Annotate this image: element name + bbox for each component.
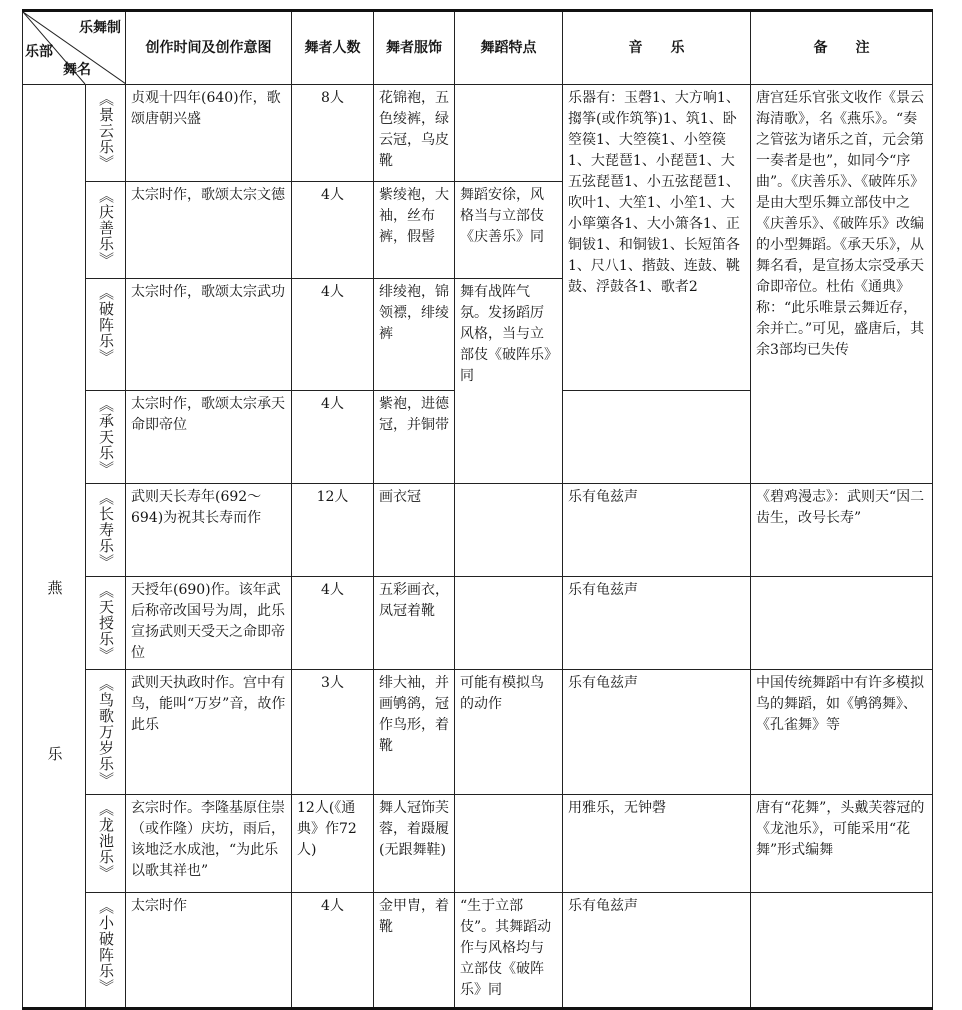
- dance-name-cell: [86, 391, 126, 484]
- table-row: [23, 893, 933, 1009]
- dance-name-cell: [86, 279, 126, 391]
- table-row: [23, 577, 933, 670]
- count-cell: 3人: [292, 670, 374, 795]
- header-feature: 舞蹈特点: [455, 11, 563, 85]
- category-cell: [23, 85, 86, 1009]
- music-cell: 乐有龟兹声: [563, 670, 751, 795]
- time-cell: 太宗时作: [126, 893, 292, 1009]
- header-row: [23, 11, 933, 85]
- count-cell: 4人: [292, 182, 374, 279]
- note-cell: 《碧鸡漫志》：武则天“因二齿生，改号长寿”: [751, 484, 933, 577]
- dance-name: 《景云乐》: [97, 91, 115, 171]
- dance-name-cell: [86, 893, 126, 1009]
- note-cell: 中国传统舞蹈中有许多模拟鸟的舞蹈，如《鸲鹆舞》、《孔雀舞》等: [751, 670, 933, 795]
- feature-cell: “生于立部伎”。其舞蹈动作与风格均与立部伎《破阵乐》同: [455, 893, 563, 1009]
- costume-cell: 紫绫袍，大袖，丝布裤，假髻: [374, 182, 455, 279]
- dance-name-cell: [86, 577, 126, 670]
- header-diag-left: 乐部: [25, 44, 53, 60]
- time-cell: 玄宗时作。李隆基原住崇（或作隆）庆坊，雨后，该地泛水成池，“为此乐以歌其祥也”: [126, 795, 292, 893]
- note-cell: 唐有“花舞”，头戴芙蓉冠的《龙池乐》，可能采用“花舞”形式编舞: [751, 795, 933, 893]
- header-diag-top: 乐舞制: [79, 20, 121, 36]
- group-music-cell: 乐器有：玉磬1、大方响1、搊筝(或作筑筝)1、筑1、卧箜篌1、大箜篌1、小箜篌1、大琵琶1、小琵琶1、大五弦琵琶1、小五弦琵琶1、吹叶1、大笙1、小笙1、大小筚篥各1、大小箫各1、正铜钹1、和铜钹1、长短笛各1、尺八1、揩鼓、连鼓、鞉鼓、浮鼓各1、歌者2: [563, 85, 751, 391]
- dance-name: 《长寿乐》: [97, 490, 115, 570]
- time-cell: 贞观十四年(640)作，歌颂唐朝兴盛: [126, 85, 292, 182]
- dance-name: 《庆善乐》: [97, 188, 115, 268]
- header-count: 舞者人数: [292, 11, 374, 85]
- music-cell: 用雅乐，无钟磬: [563, 795, 751, 893]
- costume-cell: 花锦袍，五色绫裤，绿云冠，乌皮靴: [374, 85, 455, 182]
- time-cell: 太宗时作，歌颂太宗文德: [126, 182, 292, 279]
- count-cell: 8人: [292, 85, 374, 182]
- costume-cell: 舞人冠饰芙蓉，着蹑履(无跟舞鞋): [374, 795, 455, 893]
- costume-cell: 绯大袖，并画鸲鹆，冠作鸟形，着靴: [374, 670, 455, 795]
- time-cell: 太宗时作，歌颂太宗承天命即帝位: [126, 391, 292, 484]
- costume-cell: 绯绫袍，锦领褾，绯绫裤: [374, 279, 455, 391]
- count-cell: 12人(《通典》作72人): [292, 795, 374, 893]
- note-cell: [751, 893, 933, 1009]
- costume-cell: 画衣冠: [374, 484, 455, 577]
- count-cell: 4人: [292, 577, 374, 670]
- diagonal-header-cell: [23, 11, 126, 85]
- header-costume: 舞者服饰: [374, 11, 455, 85]
- feature-cell: [455, 484, 563, 577]
- dance-name-cell: [86, 484, 126, 577]
- music-cell-empty: [563, 391, 751, 484]
- feature-cell: [455, 577, 563, 670]
- time-cell: 武则天长寿年(692～694)为祝其长寿而作: [126, 484, 292, 577]
- table-row: [23, 670, 933, 795]
- dance-name: 《天授乐》: [97, 583, 115, 663]
- costume-cell: 金甲胄，着靴: [374, 893, 455, 1009]
- dance-name: 《鸟歌万岁乐》: [97, 676, 115, 788]
- yanyue-dance-table: [22, 9, 933, 1010]
- time-cell: 武则天执政时作。宫中有鸟，能叫“万岁”音，故作此乐: [126, 670, 292, 795]
- header-diag-bottom: 舞名: [63, 62, 91, 78]
- dance-name: 《龙池乐》: [97, 801, 115, 881]
- dance-name: 《破阵乐》: [97, 285, 115, 365]
- count-cell: 4人: [292, 893, 374, 1009]
- table-row: [23, 484, 933, 577]
- note-cell: [751, 577, 933, 670]
- music-cell: 乐有龟兹声: [563, 484, 751, 577]
- header-note: 备 注: [751, 11, 933, 85]
- music-cell: 乐有龟兹声: [563, 577, 751, 670]
- dance-name-cell: [86, 182, 126, 279]
- count-cell: 4人: [292, 279, 374, 391]
- table-row: [23, 85, 933, 182]
- feature-cell: 舞蹈安徐，风格当与立部伎《庆善乐》同: [455, 182, 563, 279]
- table-row: [23, 795, 933, 893]
- feature-cell: [455, 795, 563, 893]
- music-cell: 乐有龟兹声: [563, 893, 751, 1009]
- feature-cell: [455, 85, 563, 182]
- feature-cell: 舞有战阵气氛。发扬蹈厉风格，当与立部伎《破阵乐》同: [455, 279, 563, 484]
- time-cell: 天授年(690)作。该年武后称帝改国号为周，此乐宣扬武则天受天之命即帝位: [126, 577, 292, 670]
- header-music: 音 乐: [563, 11, 751, 85]
- category-yue: 乐: [45, 746, 64, 762]
- feature-cell: 可能有模拟鸟的动作: [455, 670, 563, 795]
- count-cell: 4人: [292, 391, 374, 484]
- time-cell: 太宗时作，歌颂太宗武功: [126, 279, 292, 391]
- count-cell: 12人: [292, 484, 374, 577]
- dance-name-cell: [86, 795, 126, 893]
- dance-name-cell: [86, 85, 126, 182]
- costume-cell: 紫袍，进德冠，并铜带: [374, 391, 455, 484]
- dance-name: 《承天乐》: [97, 397, 115, 477]
- dance-name-cell: [86, 670, 126, 795]
- costume-cell: 五彩画衣，凤冠着靴: [374, 577, 455, 670]
- header-time: 创作时间及创作意图: [126, 11, 292, 85]
- category-yan: 燕: [45, 580, 64, 596]
- dance-name: 《小破阵乐》: [97, 899, 115, 995]
- group-note-cell: 唐宫廷乐官张文收作《景云海清歌》，名《燕乐》。“奏之管弦为诸乐之首，元会第一奏者是也”，如同今“序曲”。《庆善乐》、《破阵乐》是由大型乐舞立部伎中之《庆善乐》、《破阵乐》改编的小型舞蹈。《承天乐》，从舞名看，是宣扬太宗受承天命即帝位。杜佑《通典》称：“此乐唯景云舞近存，余并亡。”可见，盛唐后，其余3部均已失传: [751, 85, 933, 484]
